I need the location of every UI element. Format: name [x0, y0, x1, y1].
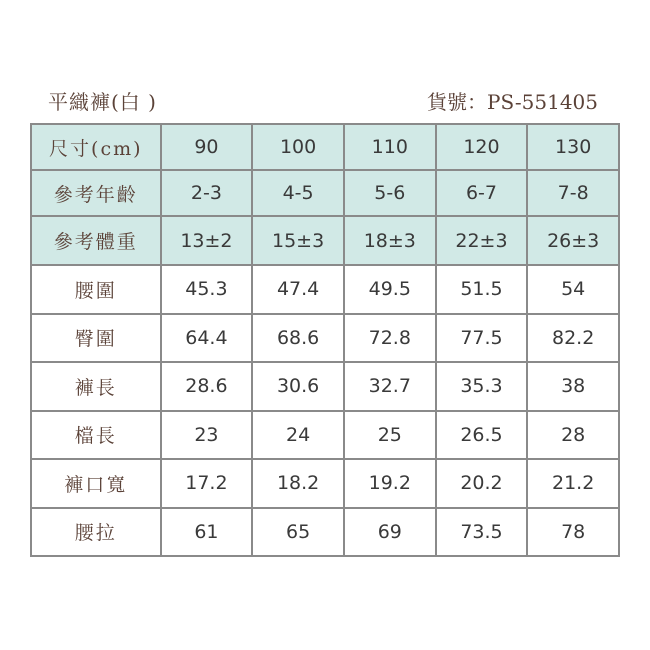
table-cell: 4-5: [253, 171, 345, 215]
table-cell: 7-8: [528, 171, 620, 215]
row-label: 腰圍: [32, 266, 162, 313]
table-cell: 61: [162, 509, 254, 556]
table-cell: 18±3: [345, 217, 437, 264]
table-cell: 28: [528, 412, 620, 459]
table-cell: 110: [345, 125, 437, 169]
table-cell: 17.2: [162, 460, 254, 507]
table-row: [32, 460, 620, 509]
table-row: [32, 412, 620, 461]
header-row-size: [32, 125, 620, 171]
table-row: [32, 266, 620, 315]
table-cell: 5-6: [345, 171, 437, 215]
table-cell: 32.7: [345, 363, 437, 410]
table-cell: 20.2: [437, 460, 529, 507]
table-row: [32, 315, 620, 364]
table-cell: 2-3: [162, 171, 254, 215]
table-cell: 54: [528, 266, 620, 313]
row-label: 褲口寬: [32, 460, 162, 507]
table-cell: 30.6: [253, 363, 345, 410]
header-row-age: [32, 171, 620, 217]
table-cell: 6-7: [437, 171, 529, 215]
table-cell: 21.2: [528, 460, 620, 507]
header-row-weight: [32, 217, 620, 266]
row-label: 褲長: [32, 363, 162, 410]
row-label: 尺寸(cm): [32, 125, 162, 169]
table-cell: 82.2: [528, 315, 620, 362]
table-cell: 77.5: [437, 315, 529, 362]
table-cell: 13±2: [162, 217, 254, 264]
table-cell: 47.4: [253, 266, 345, 313]
table-cell: 38: [528, 363, 620, 410]
product-code: 貨號：PS-551405: [427, 90, 598, 114]
table-cell: 100: [253, 125, 345, 169]
table-cell: 25: [345, 412, 437, 459]
table-cell: 26.5: [437, 412, 529, 459]
table-cell: 24: [253, 412, 345, 459]
table-cell: 45.3: [162, 266, 254, 313]
table-cell: 18.2: [253, 460, 345, 507]
table-cell: 51.5: [437, 266, 529, 313]
row-label: 參考體重: [32, 217, 162, 264]
table-cell: 26±3: [528, 217, 620, 264]
table-cell: 130: [528, 125, 620, 169]
row-label: 腰拉: [32, 509, 162, 556]
table-cell: 90: [162, 125, 254, 169]
table-cell: 72.8: [345, 315, 437, 362]
table-cell: 19.2: [345, 460, 437, 507]
table-row: [32, 363, 620, 412]
table-cell: 78: [528, 509, 620, 556]
table-cell: 68.6: [253, 315, 345, 362]
table-cell: 35.3: [437, 363, 529, 410]
table-cell: 23: [162, 412, 254, 459]
table-cell: 28.6: [162, 363, 254, 410]
row-label: 參考年齡: [32, 171, 162, 215]
table-cell: 64.4: [162, 315, 254, 362]
row-label: 臀圍: [32, 315, 162, 362]
page-title: 平織褲(白 ): [48, 90, 157, 114]
table-cell: 22±3: [437, 217, 529, 264]
table-cell: 65: [253, 509, 345, 556]
table-cell: 49.5: [345, 266, 437, 313]
table-cell: 120: [437, 125, 529, 169]
table-row: [32, 509, 620, 558]
table-cell: 15±3: [253, 217, 345, 264]
table-cell: 73.5: [437, 509, 529, 556]
size-table: [30, 123, 620, 557]
table-cell: 69: [345, 509, 437, 556]
row-label: 檔長: [32, 412, 162, 459]
